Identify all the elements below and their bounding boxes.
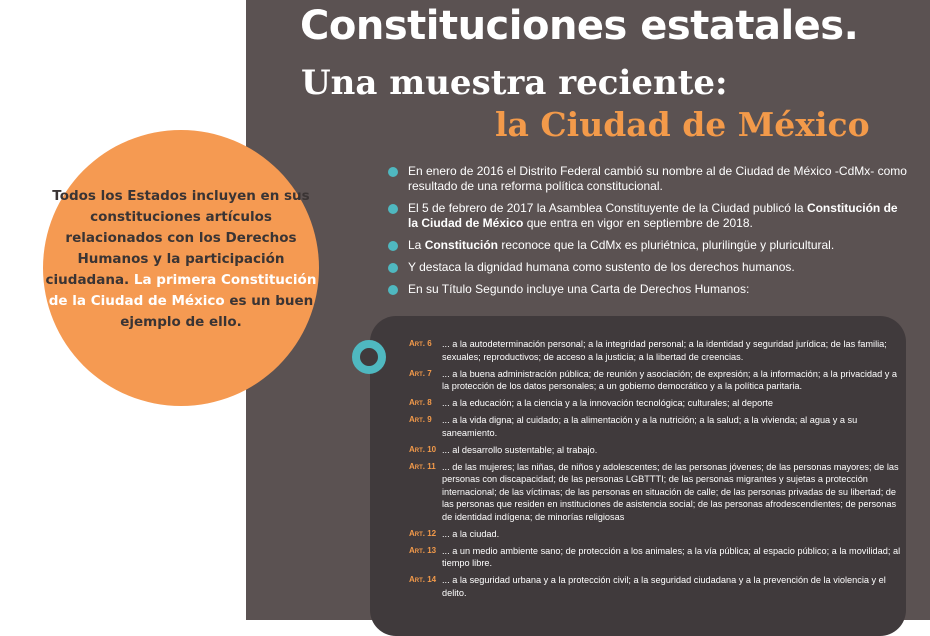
bullet-item: La Constitución reconoce que la CdMx es pluriétnica, plurilingüe y pluricultural. [388, 238, 908, 253]
bullet-item: Y destaca la dignidad humana como sustento de los derechos humanos. [388, 260, 908, 275]
article-label: Art. 12 [409, 528, 437, 538]
article-text: ... a la educación; a la ciencia y a la innovación tecnológica; culturales; al deporte [442, 398, 773, 408]
article-label: Art. 8 [409, 398, 432, 407]
article-label: Art. 13 [409, 545, 437, 555]
bullet-item: En enero de 2016 el Distrito Federal cambió su nombre al de Ciudad de México -CdMx- como resultado de una reforma política constitucional. [388, 164, 908, 194]
bullet-item: El 5 de febrero de 2017 la Asamblea Constituyente de la Ciudad publicó la Constitución de la Ciudad de México que entra en vigor en septiembre de 2018. [388, 201, 908, 231]
title-line-2: Una muestra reciente: [301, 63, 728, 103]
article-item [409, 368, 901, 393]
callout-text: Todos los Estados incluyen en sus constituciones artículos relacionados con los Derechos Humanos y la participación ciudadana. La primera Constitución de la Ciudad de México es un buen ejemplo de ello. [45, 188, 317, 330]
bullet-list [388, 164, 908, 304]
article-text: ... de las mujeres; las niñas, de niños y adolescentes; de las personas jóvenes; de las personas mayores; de las personas con discapacidad; de las personas LGBTTTI; de las personas migrantes y sujetas a protección internacional; de las víctimas; de las personas en situación de calle; de las personas privadas de su libertad; de las personas que residen en instituciones de asistencia social; de las personas afrodescendientes; de personas de identidad indígena; de minorías religiosas [442, 461, 899, 522]
article-label: Art. 7 [409, 368, 432, 378]
ring-icon [352, 340, 386, 374]
article-text: ... a la buena administración pública; de reunión y asociación; de expresión; a la información; a la privacidad y a la protección de los datos personales; a un gobierno democrático y a la política paritaria. [442, 368, 898, 391]
article-text: ... a la autodeterminación personal; a la integridad personal; a la identidad y seguridad jurídica; de las familia; sexuales; reproductivos; de acceso a la justicia; a la libertad de creencias. [442, 339, 887, 362]
article-text: ... al desarrollo sustentable; al trabajo. [442, 444, 598, 455]
article-text: ... a la ciudad. [442, 528, 500, 539]
article-label: Art. 11 [409, 461, 436, 471]
article-item [409, 574, 901, 599]
article-text: ... a la seguridad urbana y a la protección civil; a la seguridad ciudadana y a la prevención de la violencia y el delito. [442, 575, 886, 598]
article-item [409, 461, 901, 524]
article-list [409, 338, 901, 604]
article-item [409, 338, 901, 363]
article-text: ... a la vida digna; al cuidado; a la alimentación y a la nutrición; a la salud; a la vivienda; al agua y a su saneamiento. [442, 415, 858, 438]
bullet-item: En su Título Segundo incluye una Carta de Derechos Humanos: [388, 282, 908, 297]
article-text: ... a un medio ambiente sano; de protección a los animales; a la vía pública; al espacio público; a la movilidad; al tiempo libre. [442, 545, 901, 568]
title-line-1: Constituciones estatales. [300, 3, 859, 49]
article-label: Art. 9 [409, 415, 432, 424]
article-label: Art. 10 [409, 444, 437, 454]
title-line-3: la Ciudad de México [495, 105, 870, 144]
article-item [409, 397, 901, 410]
article-label: Art. 14 [409, 575, 437, 584]
article-label: Art. 6 [409, 339, 432, 348]
article-item [409, 545, 901, 570]
article-item [409, 414, 901, 439]
article-item [409, 528, 901, 541]
article-item [409, 444, 901, 457]
